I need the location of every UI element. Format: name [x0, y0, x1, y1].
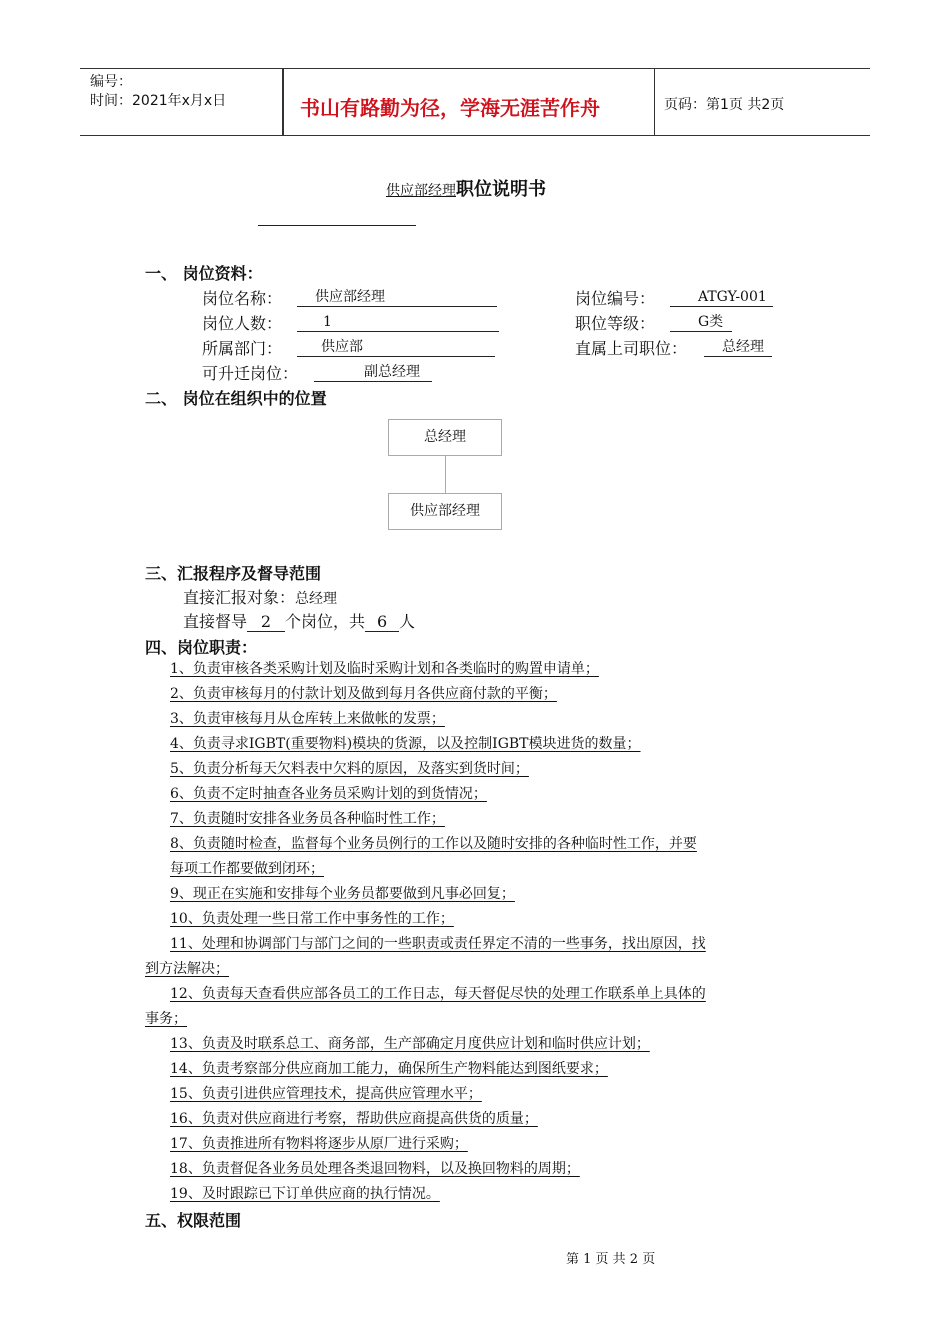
report-target-value: 总经理	[295, 591, 338, 607]
duty-item: 17、负责推进所有物料将逐步从原厂进行采购；	[170, 1136, 468, 1152]
duty-item: 15、负责引进供应管理技术，提高供应管理水平；	[170, 1086, 482, 1102]
supervise-prefix: 直接督导	[183, 612, 248, 631]
promotion-value: 副总经理	[314, 362, 432, 382]
duty-item-continued: 事务；	[145, 1011, 187, 1027]
supervise-people: 6	[365, 612, 399, 632]
duty-item: 13、负责及时联系总工、商务部，生产部确定月度供应计划和临时供应计划；	[170, 1036, 650, 1052]
post-grade-label: 职位等级：	[575, 314, 656, 333]
duty-item-continued: 每项工作都要做到闭环；	[170, 861, 324, 877]
post-grade-value: G类	[670, 312, 732, 332]
title-main: 职位说明书	[456, 179, 546, 200]
header-time: 时间：2021年x月x日	[90, 93, 227, 109]
post-name-label: 岗位名称：	[202, 289, 283, 308]
duty-item: 12、负责每天查看供应部各员工的工作日志，每天督促尽快的处理工作联系单上具体的	[170, 986, 706, 1002]
org-connector	[445, 456, 446, 493]
header-page-number: 页码：第1页 共2页	[664, 97, 785, 113]
section-4-heading: 四、岗位职责：	[145, 638, 258, 657]
promotion-label: 可升迁岗位：	[202, 364, 299, 383]
supervise-posts: 2	[247, 612, 285, 632]
department-value: 供应部	[297, 337, 495, 357]
duty-item: 9、现正在实施和安排每个业务员都要做到凡事必回复；	[170, 886, 515, 902]
duty-item: 10、负责处理一些日常工作中事务性的工作；	[170, 911, 454, 927]
page-footer: 第 1 页 共 2 页	[566, 1252, 656, 1267]
header-bottom-rule	[80, 135, 870, 136]
superior-label: 直属上司职位：	[575, 339, 688, 358]
duty-item: 16、负责对供应商进行考察，帮助供应商提高供货的质量；	[170, 1111, 538, 1127]
duty-item-continued: 到方法解决；	[145, 961, 229, 977]
superior-value: 总经理	[704, 337, 772, 357]
post-count-label: 岗位人数：	[202, 314, 283, 333]
supervise-line	[183, 609, 415, 632]
title-rule	[258, 225, 416, 226]
duty-item: 4、负责寻求IGBT(重要物料)模块的货源，以及控制IGBT模块进货的数量；	[170, 736, 641, 752]
title-prefix: 供应部经理	[386, 183, 456, 199]
section-3-heading: 三、汇报程序及督导范围	[145, 564, 322, 583]
duty-item: 18、负责督促各业务员处理各类退回物料，以及换回物料的周期；	[170, 1161, 580, 1177]
header-divider-right	[654, 68, 655, 136]
section-2-heading: 二、 岗位在组织中的位置	[145, 389, 327, 408]
duty-item: 5、负责分析每天欠料表中欠料的原因，及落实到货时间；	[170, 761, 529, 777]
header-number: 编号：	[90, 74, 132, 90]
duty-item: 2、负责审核每月的付款计划及做到每月各供应商付款的平衡；	[170, 686, 557, 702]
duty-item: 8、负责随时检查，监督每个业务员例行的工作以及随时安排的各种临时性工作，并要	[170, 836, 697, 852]
report-target-label: 直接汇报对象：	[183, 588, 296, 607]
header-divider-left	[282, 68, 284, 136]
report-target	[183, 585, 337, 608]
header-motto: 书山有路勤为径，学海无涯苦作舟	[300, 96, 600, 120]
duty-item: 7、负责随时安排各业务员各种临时性工作；	[170, 811, 445, 827]
header-top-rule	[80, 68, 870, 69]
duty-item: 1、负责审核各类采购计划及临时采购计划和各类临时的购置申请单；	[170, 661, 599, 677]
section-1-heading: 一、 岗位资料：	[145, 264, 263, 283]
duty-item: 14、负责考察部分供应商加工能力，确保所生产物料能达到图纸要求；	[170, 1061, 608, 1077]
duty-item: 3、负责审核每月从仓库转上来做帐的发票；	[170, 711, 445, 727]
supervise-mid: 个岗位，共	[285, 612, 366, 631]
post-code-value: ATGY-001	[670, 287, 773, 307]
department-label: 所属部门：	[202, 339, 283, 358]
page-title	[368, 175, 546, 201]
section-5-heading: 五、权限范围	[145, 1211, 242, 1230]
duty-item: 19、及时跟踪已下订单供应商的执行情况。	[170, 1186, 440, 1202]
post-code-label: 岗位编号：	[575, 289, 656, 308]
org-box-general-manager: 总经理	[388, 419, 502, 456]
post-name-value: 供应部经理	[297, 287, 497, 307]
duty-item: 6、负责不定时抽查各业务员采购计划的到货情况；	[170, 786, 487, 802]
post-count-value: 1	[297, 312, 499, 332]
org-box-supply-manager: 供应部经理	[388, 493, 502, 530]
duty-item: 11、处理和协调部门与部门之间的一些职责或责任界定不清的一些事务，找出原因，找	[170, 936, 706, 952]
supervise-suffix: 人	[399, 612, 416, 631]
